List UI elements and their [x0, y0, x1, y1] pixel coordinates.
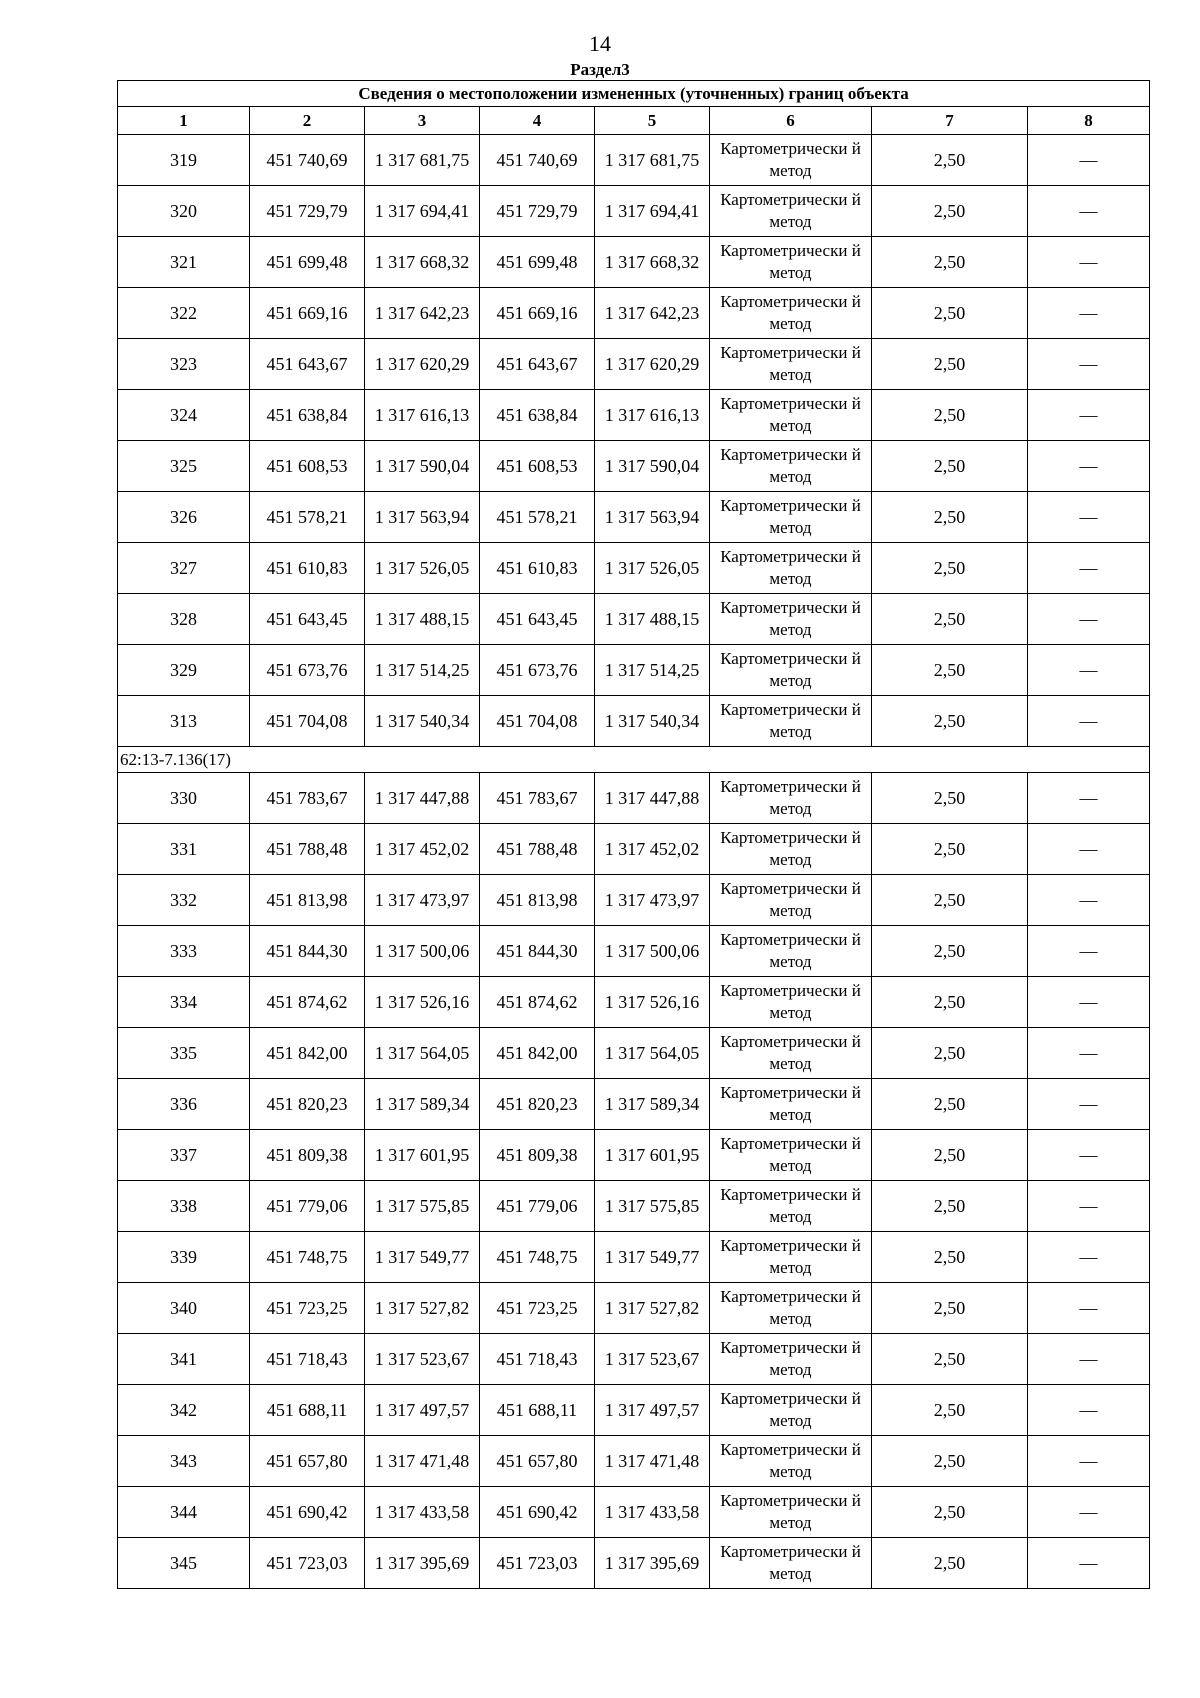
y-new-cell: 1 317 527,82	[595, 1283, 710, 1334]
section-title: Раздел3	[570, 60, 630, 79]
point-number-cell: 332	[118, 875, 250, 926]
x-new-cell: 451 820,23	[480, 1079, 595, 1130]
table-row	[118, 696, 1150, 747]
method-cell: Картометрически й метод	[710, 543, 872, 594]
accuracy-cell: 2,50	[872, 696, 1028, 747]
point-number-cell: 339	[118, 1232, 250, 1283]
method-cell: Картометрически й метод	[710, 237, 872, 288]
y-new-cell: 1 317 564,05	[595, 1028, 710, 1079]
y-old-cell: 1 317 497,57	[365, 1385, 480, 1436]
accuracy-cell: 2,50	[872, 645, 1028, 696]
dash-cell: —	[1028, 1436, 1150, 1487]
accuracy-cell: 2,50	[872, 1334, 1028, 1385]
x-old-cell: 451 578,21	[250, 492, 365, 543]
method-cell: Картометрически й метод	[710, 645, 872, 696]
table-row	[118, 926, 1150, 977]
table-row	[118, 1283, 1150, 1334]
y-new-cell: 1 317 526,05	[595, 543, 710, 594]
y-old-cell: 1 317 668,32	[365, 237, 480, 288]
table-row	[118, 824, 1150, 875]
accuracy-cell: 2,50	[872, 1436, 1028, 1487]
accuracy-cell: 2,50	[872, 441, 1028, 492]
column-number: 8	[1028, 107, 1150, 135]
y-old-cell: 1 317 589,34	[365, 1079, 480, 1130]
x-new-cell: 451 643,45	[480, 594, 595, 645]
accuracy-cell: 2,50	[872, 1130, 1028, 1181]
point-number-cell: 336	[118, 1079, 250, 1130]
y-old-cell: 1 317 563,94	[365, 492, 480, 543]
y-old-cell: 1 317 527,82	[365, 1283, 480, 1334]
dash-cell: —	[1028, 1079, 1150, 1130]
y-old-cell: 1 317 540,34	[365, 696, 480, 747]
method-cell: Картометрически й метод	[710, 1487, 872, 1538]
x-new-cell: 451 608,53	[480, 441, 595, 492]
x-old-cell: 451 723,03	[250, 1538, 365, 1589]
dash-cell: —	[1028, 977, 1150, 1028]
x-old-cell: 451 783,67	[250, 773, 365, 824]
y-new-cell: 1 317 514,25	[595, 645, 710, 696]
table-body-group-b	[118, 773, 1150, 1589]
method-cell: Картометрически й метод	[710, 696, 872, 747]
y-new-cell: 1 317 500,06	[595, 926, 710, 977]
y-old-cell: 1 317 601,95	[365, 1130, 480, 1181]
x-old-cell: 451 740,69	[250, 135, 365, 186]
point-number-cell: 345	[118, 1538, 250, 1589]
y-new-cell: 1 317 549,77	[595, 1232, 710, 1283]
point-number-cell: 338	[118, 1181, 250, 1232]
y-new-cell: 1 317 589,34	[595, 1079, 710, 1130]
x-new-cell: 451 723,03	[480, 1538, 595, 1589]
accuracy-cell: 2,50	[872, 339, 1028, 390]
x-old-cell: 451 748,75	[250, 1232, 365, 1283]
x-old-cell: 451 673,76	[250, 645, 365, 696]
y-old-cell: 1 317 642,23	[365, 288, 480, 339]
dash-cell: —	[1028, 1181, 1150, 1232]
table-row	[118, 1130, 1150, 1181]
x-old-cell: 451 874,62	[250, 977, 365, 1028]
accuracy-cell: 2,50	[872, 288, 1028, 339]
dash-cell: —	[1028, 1130, 1150, 1181]
point-number-cell: 341	[118, 1334, 250, 1385]
accuracy-cell: 2,50	[872, 1283, 1028, 1334]
method-cell: Картометрически й метод	[710, 135, 872, 186]
column-number: 5	[595, 107, 710, 135]
column-number: 2	[250, 107, 365, 135]
table-row	[118, 1385, 1150, 1436]
method-cell: Картометрически й метод	[710, 390, 872, 441]
table-row	[118, 543, 1150, 594]
y-new-cell: 1 317 433,58	[595, 1487, 710, 1538]
dash-cell: —	[1028, 288, 1150, 339]
method-cell: Картометрически й метод	[710, 339, 872, 390]
coordinates-table	[117, 80, 1150, 1589]
x-new-cell: 451 842,00	[480, 1028, 595, 1079]
table-row	[118, 1079, 1150, 1130]
accuracy-cell: 2,50	[872, 977, 1028, 1028]
accuracy-cell: 2,50	[872, 1028, 1028, 1079]
accuracy-cell: 2,50	[872, 773, 1028, 824]
x-old-cell: 451 699,48	[250, 237, 365, 288]
accuracy-cell: 2,50	[872, 135, 1028, 186]
method-cell: Картометрически й метод	[710, 1436, 872, 1487]
method-cell: Картометрически й метод	[710, 1334, 872, 1385]
dash-cell: —	[1028, 696, 1150, 747]
accuracy-cell: 2,50	[872, 1232, 1028, 1283]
method-cell: Картометрически й метод	[710, 977, 872, 1028]
x-old-cell: 451 820,23	[250, 1079, 365, 1130]
x-new-cell: 451 844,30	[480, 926, 595, 977]
x-new-cell: 451 723,25	[480, 1283, 595, 1334]
y-old-cell: 1 317 564,05	[365, 1028, 480, 1079]
point-number-cell: 327	[118, 543, 250, 594]
y-old-cell: 1 317 395,69	[365, 1538, 480, 1589]
table-row	[118, 441, 1150, 492]
x-old-cell: 451 813,98	[250, 875, 365, 926]
y-new-cell: 1 317 540,34	[595, 696, 710, 747]
x-old-cell: 451 788,48	[250, 824, 365, 875]
y-new-cell: 1 317 563,94	[595, 492, 710, 543]
table-row	[118, 645, 1150, 696]
x-new-cell: 451 643,67	[480, 339, 595, 390]
x-new-cell: 451 638,84	[480, 390, 595, 441]
accuracy-cell: 2,50	[872, 1385, 1028, 1436]
x-new-cell: 451 748,75	[480, 1232, 595, 1283]
accuracy-cell: 2,50	[872, 875, 1028, 926]
y-new-cell: 1 317 590,04	[595, 441, 710, 492]
accuracy-cell: 2,50	[872, 492, 1028, 543]
y-old-cell: 1 317 620,29	[365, 339, 480, 390]
x-old-cell: 451 610,83	[250, 543, 365, 594]
x-old-cell: 451 718,43	[250, 1334, 365, 1385]
x-old-cell: 451 643,45	[250, 594, 365, 645]
point-number-cell: 323	[118, 339, 250, 390]
y-new-cell: 1 317 616,13	[595, 390, 710, 441]
y-old-cell: 1 317 452,02	[365, 824, 480, 875]
method-cell: Картометрически й метод	[710, 824, 872, 875]
x-new-cell: 451 809,38	[480, 1130, 595, 1181]
x-new-cell: 451 813,98	[480, 875, 595, 926]
table-row	[118, 875, 1150, 926]
dash-cell: —	[1028, 1028, 1150, 1079]
table-row	[118, 186, 1150, 237]
method-cell: Картометрически й метод	[710, 1232, 872, 1283]
x-old-cell: 451 688,11	[250, 1385, 365, 1436]
dash-cell: —	[1028, 1232, 1150, 1283]
point-number-cell: 328	[118, 594, 250, 645]
x-old-cell: 451 690,42	[250, 1487, 365, 1538]
x-new-cell: 451 673,76	[480, 645, 595, 696]
x-old-cell: 451 809,38	[250, 1130, 365, 1181]
method-cell: Картометрически й метод	[710, 1283, 872, 1334]
y-old-cell: 1 317 526,16	[365, 977, 480, 1028]
dash-cell: —	[1028, 1334, 1150, 1385]
column-number-row	[118, 107, 1150, 135]
column-number: 4	[480, 107, 595, 135]
y-old-cell: 1 317 549,77	[365, 1232, 480, 1283]
table-row	[118, 339, 1150, 390]
dash-cell: —	[1028, 1538, 1150, 1589]
y-new-cell: 1 317 601,95	[595, 1130, 710, 1181]
point-number-cell: 331	[118, 824, 250, 875]
y-new-cell: 1 317 526,16	[595, 977, 710, 1028]
dash-cell: —	[1028, 237, 1150, 288]
x-new-cell: 451 669,16	[480, 288, 595, 339]
y-new-cell: 1 317 488,15	[595, 594, 710, 645]
x-new-cell: 451 729,79	[480, 186, 595, 237]
accuracy-cell: 2,50	[872, 1181, 1028, 1232]
dash-cell: —	[1028, 441, 1150, 492]
method-cell: Картометрически й метод	[710, 594, 872, 645]
x-new-cell: 451 718,43	[480, 1334, 595, 1385]
y-old-cell: 1 317 447,88	[365, 773, 480, 824]
y-new-cell: 1 317 452,02	[595, 824, 710, 875]
y-new-cell: 1 317 447,88	[595, 773, 710, 824]
table-row	[118, 288, 1150, 339]
x-old-cell: 451 669,16	[250, 288, 365, 339]
table-row	[118, 1487, 1150, 1538]
y-old-cell: 1 317 471,48	[365, 1436, 480, 1487]
column-number: 3	[365, 107, 480, 135]
x-old-cell: 451 723,25	[250, 1283, 365, 1334]
table-row	[118, 492, 1150, 543]
table-row	[118, 1232, 1150, 1283]
table-caption: Сведения о местоположении измененных (уточненных) границ объекта	[118, 81, 1150, 107]
point-number-cell: 320	[118, 186, 250, 237]
accuracy-cell: 2,50	[872, 186, 1028, 237]
table-row	[118, 1538, 1150, 1589]
table-row	[118, 1334, 1150, 1385]
x-new-cell: 451 688,11	[480, 1385, 595, 1436]
table-body-group-a	[118, 135, 1150, 747]
accuracy-cell: 2,50	[872, 1079, 1028, 1130]
x-old-cell: 451 608,53	[250, 441, 365, 492]
x-new-cell: 451 657,80	[480, 1436, 595, 1487]
accuracy-cell: 2,50	[872, 824, 1028, 875]
x-old-cell: 451 842,00	[250, 1028, 365, 1079]
y-new-cell: 1 317 681,75	[595, 135, 710, 186]
method-cell: Картометрически й метод	[710, 441, 872, 492]
x-new-cell: 451 788,48	[480, 824, 595, 875]
x-new-cell: 451 779,06	[480, 1181, 595, 1232]
table-row	[118, 773, 1150, 824]
accuracy-cell: 2,50	[872, 926, 1028, 977]
table-row	[118, 1028, 1150, 1079]
dash-cell: —	[1028, 824, 1150, 875]
table-row	[118, 237, 1150, 288]
table-row	[118, 977, 1150, 1028]
dash-cell: —	[1028, 926, 1150, 977]
point-number-cell: 324	[118, 390, 250, 441]
y-new-cell: 1 317 668,32	[595, 237, 710, 288]
y-new-cell: 1 317 575,85	[595, 1181, 710, 1232]
dash-cell: —	[1028, 543, 1150, 594]
point-number-cell: 337	[118, 1130, 250, 1181]
point-number-cell: 334	[118, 977, 250, 1028]
x-new-cell: 451 704,08	[480, 696, 595, 747]
accuracy-cell: 2,50	[872, 237, 1028, 288]
column-number: 6	[710, 107, 872, 135]
dash-cell: —	[1028, 773, 1150, 824]
dash-cell: —	[1028, 645, 1150, 696]
table-row	[118, 390, 1150, 441]
y-old-cell: 1 317 590,04	[365, 441, 480, 492]
dash-cell: —	[1028, 1283, 1150, 1334]
group-label: 62:13-7.136(17)	[118, 747, 1150, 773]
y-new-cell: 1 317 471,48	[595, 1436, 710, 1487]
y-old-cell: 1 317 500,06	[365, 926, 480, 977]
point-number-cell: 333	[118, 926, 250, 977]
dash-cell: —	[1028, 1385, 1150, 1436]
x-new-cell: 451 740,69	[480, 135, 595, 186]
y-new-cell: 1 317 694,41	[595, 186, 710, 237]
table-row	[118, 594, 1150, 645]
dash-cell: —	[1028, 1487, 1150, 1538]
x-old-cell: 451 638,84	[250, 390, 365, 441]
column-number: 1	[118, 107, 250, 135]
x-new-cell: 451 690,42	[480, 1487, 595, 1538]
method-cell: Картометрически й метод	[710, 875, 872, 926]
point-number-cell: 322	[118, 288, 250, 339]
y-old-cell: 1 317 514,25	[365, 645, 480, 696]
x-old-cell: 451 729,79	[250, 186, 365, 237]
point-number-cell: 342	[118, 1385, 250, 1436]
point-number-cell: 343	[118, 1436, 250, 1487]
y-new-cell: 1 317 395,69	[595, 1538, 710, 1589]
y-old-cell: 1 317 473,97	[365, 875, 480, 926]
method-cell: Картометрически й метод	[710, 288, 872, 339]
point-number-cell: 321	[118, 237, 250, 288]
y-old-cell: 1 317 575,85	[365, 1181, 480, 1232]
method-cell: Картометрически й метод	[710, 186, 872, 237]
method-cell: Картометрически й метод	[710, 492, 872, 543]
y-old-cell: 1 317 488,15	[365, 594, 480, 645]
method-cell: Картометрически й метод	[710, 773, 872, 824]
method-cell: Картометрически й метод	[710, 1538, 872, 1589]
accuracy-cell: 2,50	[872, 1487, 1028, 1538]
x-old-cell: 451 643,67	[250, 339, 365, 390]
y-old-cell: 1 317 526,05	[365, 543, 480, 594]
accuracy-cell: 2,50	[872, 543, 1028, 594]
point-number-cell: 326	[118, 492, 250, 543]
y-old-cell: 1 317 681,75	[365, 135, 480, 186]
x-old-cell: 451 779,06	[250, 1181, 365, 1232]
method-cell: Картометрически й метод	[710, 1385, 872, 1436]
x-new-cell: 451 610,83	[480, 543, 595, 594]
x-old-cell: 451 844,30	[250, 926, 365, 977]
x-old-cell: 451 657,80	[250, 1436, 365, 1487]
method-cell: Картометрически й метод	[710, 926, 872, 977]
table-group-header	[118, 747, 1150, 773]
method-cell: Картометрически й метод	[710, 1181, 872, 1232]
point-number-cell: 319	[118, 135, 250, 186]
x-old-cell: 451 704,08	[250, 696, 365, 747]
table-row	[118, 1181, 1150, 1232]
point-number-cell: 325	[118, 441, 250, 492]
x-new-cell: 451 699,48	[480, 237, 595, 288]
x-new-cell: 451 874,62	[480, 977, 595, 1028]
accuracy-cell: 2,50	[872, 390, 1028, 441]
dash-cell: —	[1028, 390, 1150, 441]
table-row	[118, 135, 1150, 186]
y-old-cell: 1 317 523,67	[365, 1334, 480, 1385]
method-cell: Картометрически й метод	[710, 1028, 872, 1079]
accuracy-cell: 2,50	[872, 1538, 1028, 1589]
point-number-cell: 340	[118, 1283, 250, 1334]
y-old-cell: 1 317 694,41	[365, 186, 480, 237]
x-new-cell: 451 578,21	[480, 492, 595, 543]
dash-cell: —	[1028, 594, 1150, 645]
dash-cell: —	[1028, 492, 1150, 543]
method-cell: Картометрически й метод	[710, 1079, 872, 1130]
dash-cell: —	[1028, 339, 1150, 390]
y-new-cell: 1 317 620,29	[595, 339, 710, 390]
point-number-cell: 344	[118, 1487, 250, 1538]
dash-cell: —	[1028, 186, 1150, 237]
dash-cell: —	[1028, 875, 1150, 926]
page-number: 14	[589, 31, 611, 56]
x-new-cell: 451 783,67	[480, 773, 595, 824]
accuracy-cell: 2,50	[872, 594, 1028, 645]
y-old-cell: 1 317 433,58	[365, 1487, 480, 1538]
dash-cell: —	[1028, 135, 1150, 186]
y-new-cell: 1 317 642,23	[595, 288, 710, 339]
point-number-cell: 313	[118, 696, 250, 747]
point-number-cell: 329	[118, 645, 250, 696]
point-number-cell: 330	[118, 773, 250, 824]
y-new-cell: 1 317 473,97	[595, 875, 710, 926]
table-row	[118, 1436, 1150, 1487]
column-number: 7	[872, 107, 1028, 135]
y-new-cell: 1 317 497,57	[595, 1385, 710, 1436]
y-old-cell: 1 317 616,13	[365, 390, 480, 441]
point-number-cell: 335	[118, 1028, 250, 1079]
method-cell: Картометрически й метод	[710, 1130, 872, 1181]
y-new-cell: 1 317 523,67	[595, 1334, 710, 1385]
